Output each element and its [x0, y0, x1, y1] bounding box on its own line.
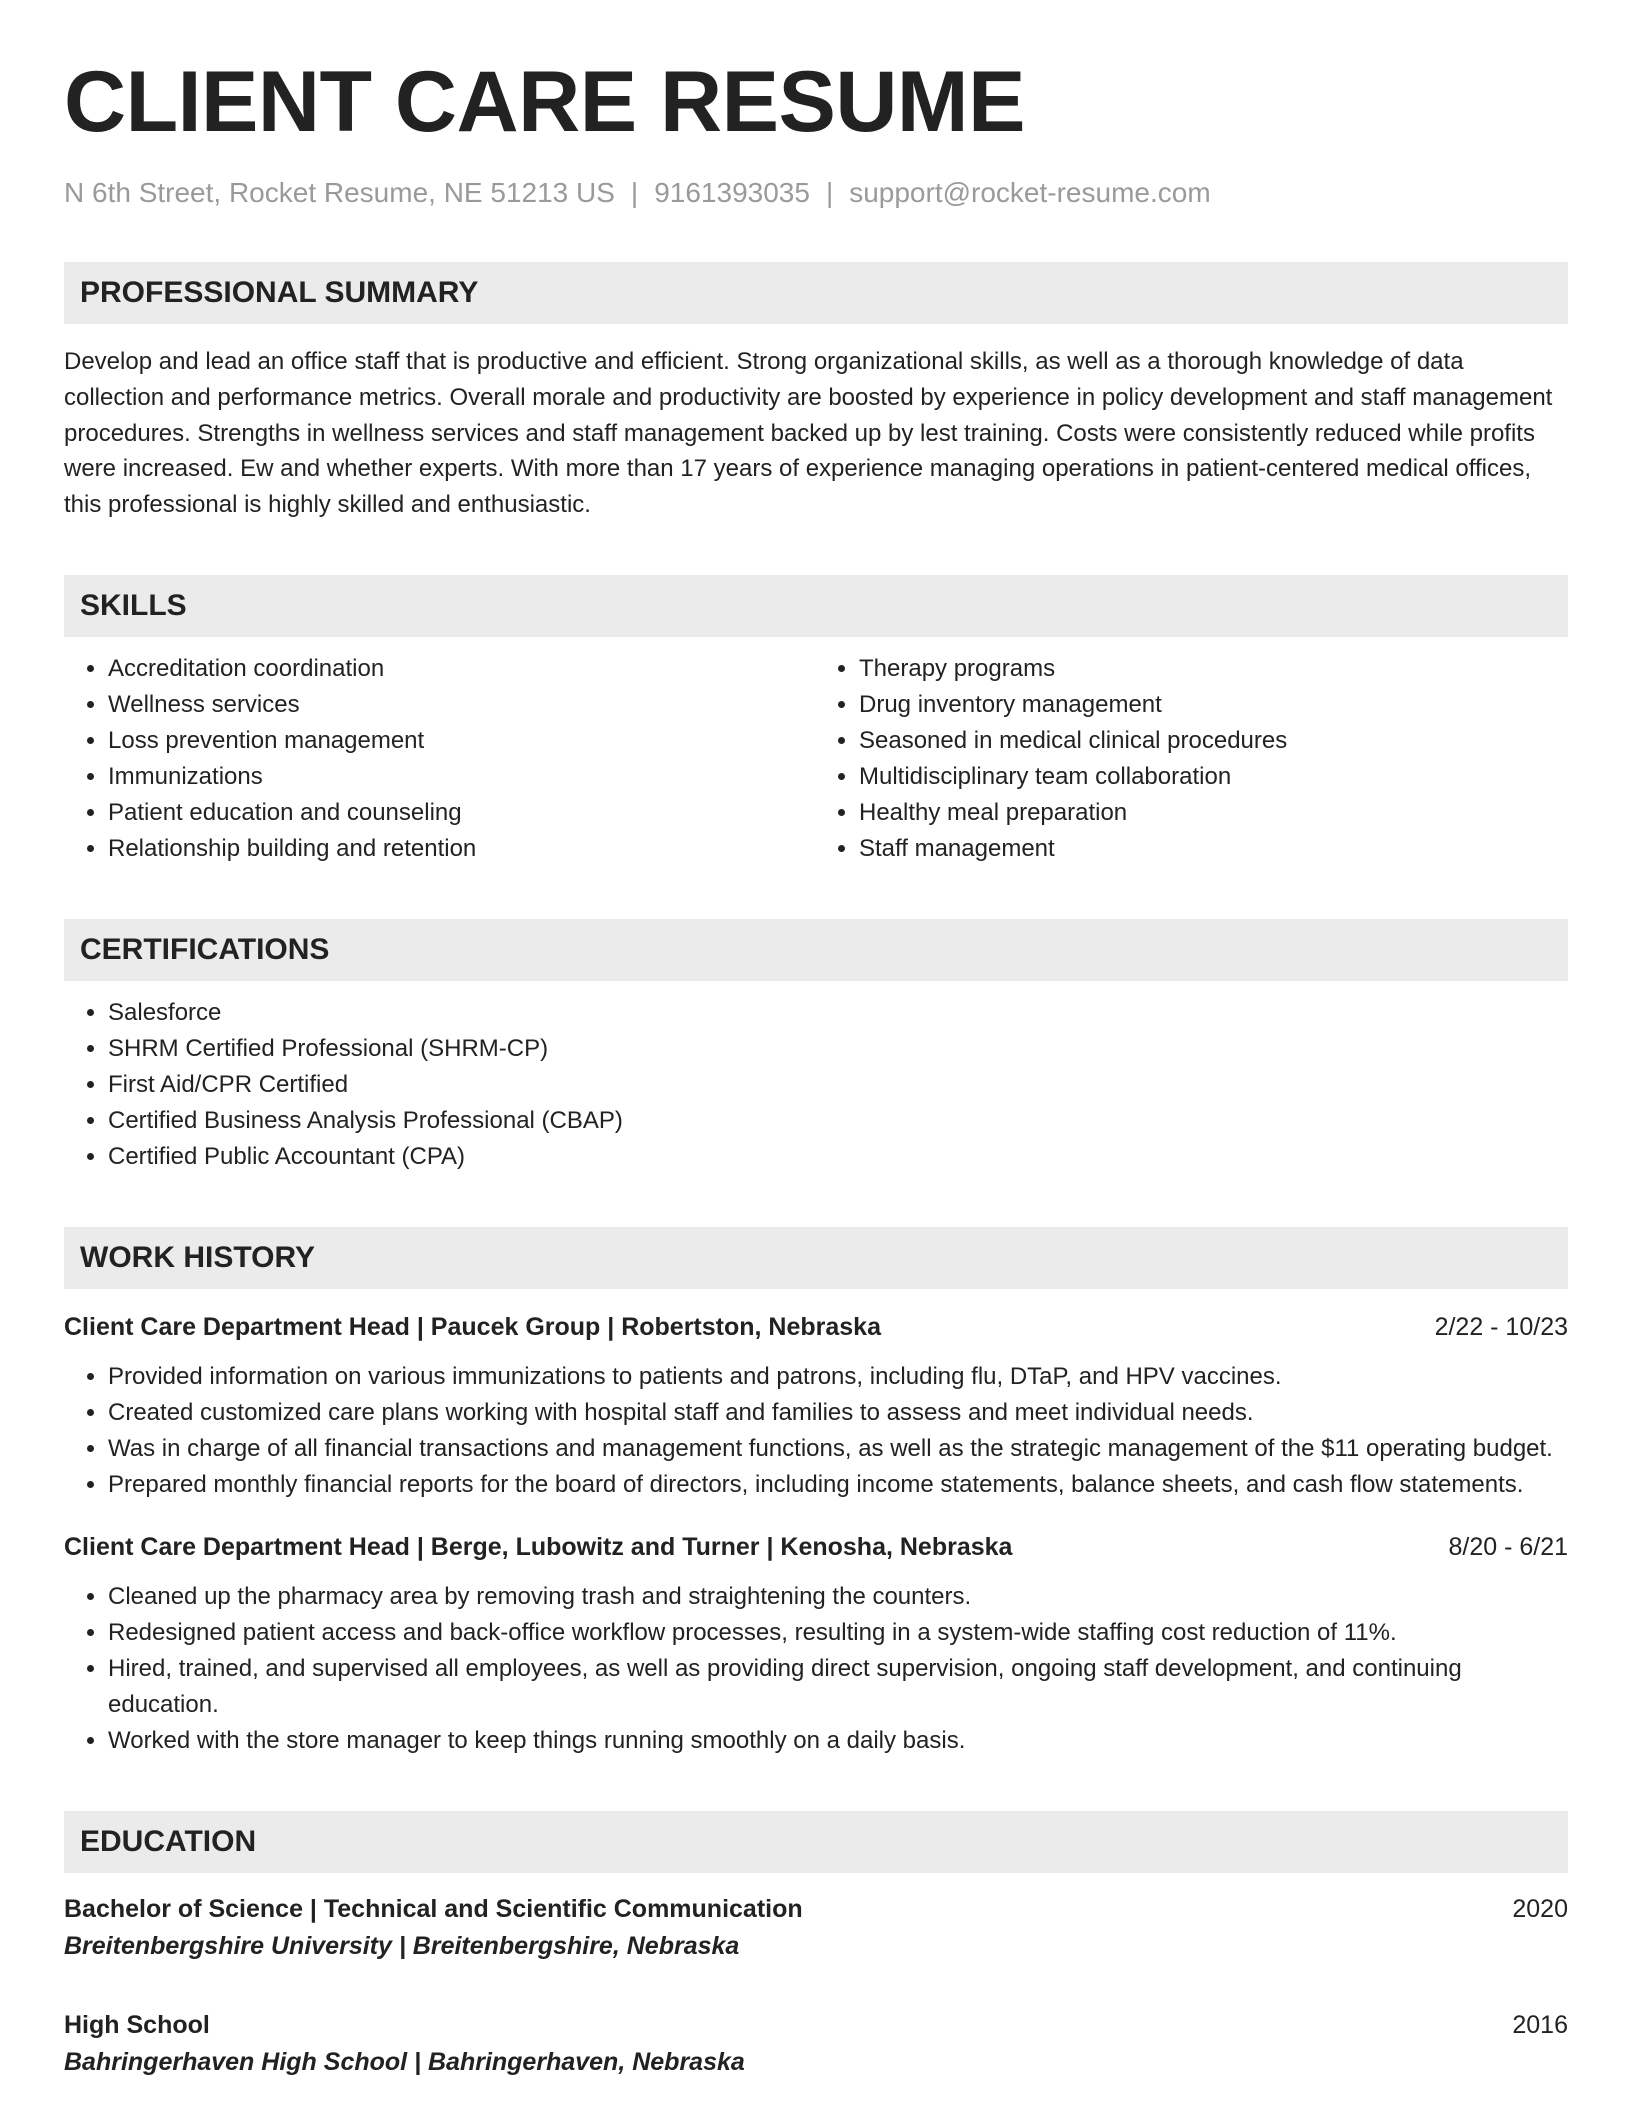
- job-bullet: • Was in charge of all financial transactions and management functions, as well as the strategic management of the $11 operating budget.: [108, 1431, 1568, 1467]
- education-year: 2016: [1512, 2010, 1568, 2039]
- job-header: [64, 1529, 1568, 1565]
- job-entry: [64, 1529, 1568, 1759]
- skill-item: • Therapy programs: [859, 651, 1568, 687]
- skill-item: • Staff management: [859, 831, 1568, 867]
- job-bullet: • Worked with the store manager to keep things running smoothly on a daily basis.: [108, 1723, 1568, 1759]
- education-year: 2020: [1512, 1894, 1568, 1923]
- education-header: [64, 2007, 1568, 2043]
- job-title: Client Care Department Head | Paucek Group | Robertston, Nebraska: [64, 1312, 881, 1341]
- contact-email: support@rocket-resume.com: [849, 177, 1211, 208]
- skill-item: • Accreditation coordination: [108, 651, 817, 687]
- contact-separator: |: [825, 177, 834, 208]
- job-bullet: • Prepared monthly financial reports for the board of directors, including income statements, balance sheets, and cash flow statements.: [108, 1467, 1568, 1503]
- section-header-summary: PROFESSIONAL SUMMARY: [64, 262, 1568, 324]
- job-bullets: [64, 1359, 1568, 1503]
- resume-title: CLIENT CARE RESUME: [64, 54, 1025, 150]
- job-bullet: • Cleaned up the pharmacy area by removing trash and straightening the counters.: [108, 1579, 1568, 1615]
- job-bullet: • Created customized care plans working with hospital staff and families to assess and meet individual needs.: [108, 1395, 1568, 1431]
- skill-item: • Loss prevention management: [108, 723, 817, 759]
- skill-item: • Immunizations: [108, 759, 817, 795]
- job-bullets: [64, 1579, 1568, 1759]
- job-dates: 2/22 - 10/23: [1434, 1312, 1568, 1341]
- job-bullet: • Provided information on various immunizations to patients and patrons, including flu, DTaP, and HPV vaccines.: [108, 1359, 1568, 1395]
- skill-item: • Relationship building and retention: [108, 831, 817, 867]
- certification-item: • SHRM Certified Professional (SHRM-CP): [108, 1031, 1568, 1067]
- skills-grid: [64, 637, 1568, 867]
- education-entry: [64, 2007, 1568, 2081]
- section-header-certifications: CERTIFICATIONS: [64, 919, 1568, 981]
- skill-item: • Seasoned in medical clinical procedures: [859, 723, 1568, 759]
- skill-item: • Patient education and counseling: [108, 795, 817, 831]
- job-title: Client Care Department Head | Berge, Lubowitz and Turner | Kenosha, Nebraska: [64, 1532, 1013, 1561]
- education-school: Bahringerhaven High School | Bahringerhaven, Nebraska: [64, 2047, 745, 2076]
- certification-item: • Certified Public Accountant (CPA): [108, 1139, 1568, 1175]
- job-bullet: • Hired, trained, and supervised all employees, as well as providing direct supervision, ongoing staff development, and continuing education.: [108, 1651, 1568, 1723]
- certification-item: • Salesforce: [108, 995, 1568, 1031]
- education-degree: High School: [64, 2010, 210, 2039]
- job-entry: [64, 1309, 1568, 1503]
- education-degree: Bachelor of Science | Technical and Scientific Communication: [64, 1894, 803, 1923]
- contact-phone: 9161393035: [654, 177, 810, 208]
- section-header-skills: SKILLS: [64, 575, 1568, 637]
- skill-item: • Multidisciplinary team collaboration: [859, 759, 1568, 795]
- skills-list-left: [64, 651, 817, 867]
- skill-item: • Healthy meal preparation: [859, 795, 1568, 831]
- summary-text: Develop and lead an office staff that is productive and efficient. Strong organizational skills, as well as a thorough knowledge of data collection and performance metrics. Overall morale and productivity are boosted by experience in policy development and staff management procedures. Strengths in wellness services and staff management backed up by lest training. Costs were consistently reduced while profits were increased. Ew and whether experts. With more than 17 years of experience managing operations in patient-centered medical offices, this professional is highly skilled and enthusiastic.: [64, 348, 1553, 519]
- skills-list-right: [817, 651, 1568, 867]
- contact-line: [64, 176, 1568, 210]
- skill-item: • Drug inventory management: [859, 687, 1568, 723]
- job-bullet: • Redesigned patient access and back-office workflow processes, resulting in a system-wide staffing cost reduction of 11%.: [108, 1615, 1568, 1651]
- education-header: [64, 1891, 1568, 1927]
- skill-item: • Wellness services: [108, 687, 817, 723]
- certification-item: • Certified Business Analysis Professional (CBAP): [108, 1103, 1568, 1139]
- contact-separator: |: [630, 177, 639, 208]
- education-school: Breitenbergshire University | Breitenbergshire, Nebraska: [64, 1931, 740, 1960]
- job-dates: 8/20 - 6/21: [1448, 1532, 1568, 1561]
- education-entry: [64, 1891, 1568, 1965]
- section-header-education: EDUCATION: [64, 1811, 1568, 1873]
- certifications-list: [64, 995, 1568, 1175]
- contact-address: N 6th Street, Rocket Resume, NE 51213 US: [64, 177, 615, 208]
- certification-item: • First Aid/CPR Certified: [108, 1067, 1568, 1103]
- section-header-work-history: WORK HISTORY: [64, 1227, 1568, 1289]
- job-header: [64, 1309, 1568, 1345]
